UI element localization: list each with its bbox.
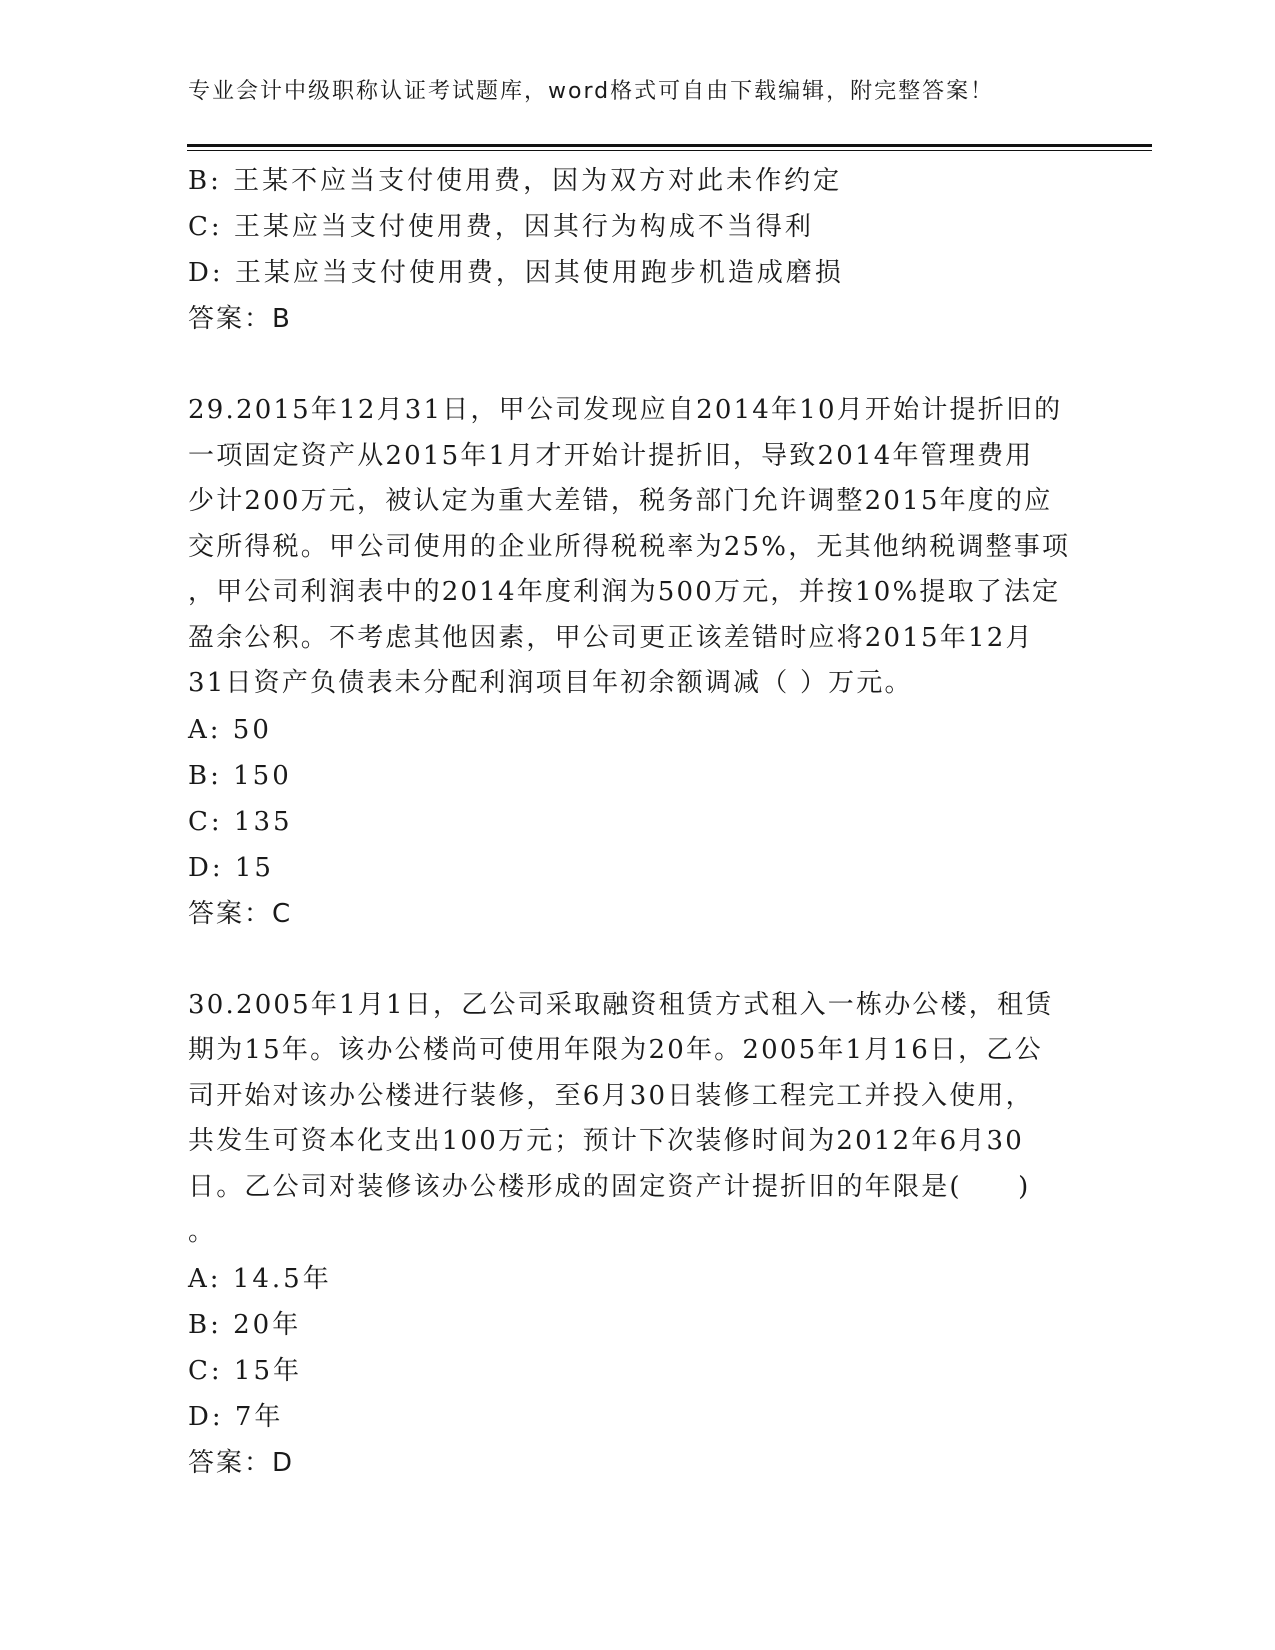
question-stem-line: 少计200万元，被认定为重大差错，税务部门允许调整2015年度的应 — [188, 486, 1053, 516]
option-b: B: 20年 — [188, 1309, 302, 1340]
question-stem-line: 期为15年。该办公楼尚可使用年限为20年。2005年1月16日，乙公 — [188, 1035, 1043, 1065]
option-c: C: 王某应当支付使用费，因其行为构成不当得利 — [188, 212, 814, 242]
question-stem-line: 盈余公积。不考虑其他因素，甲公司更正该差错时应将2015年12月 — [188, 622, 1034, 653]
question-content — [188, 158, 1088, 1486]
question-stem-line: 交所得税。甲公司使用的企业所得税税率为25%，无其他纳税调整事项 — [188, 531, 1071, 562]
question-30 — [188, 983, 1088, 1486]
answer-line: 答案：C — [188, 898, 293, 929]
answer-line: 答案：B — [188, 304, 292, 334]
question-29 — [188, 388, 1088, 937]
spacer — [188, 937, 1088, 983]
question-stem-line: 31日资产负债表未分配利润项目年初余额调减（ ）万元。 — [188, 668, 913, 698]
option-d: D: 7年 — [188, 1401, 284, 1432]
option-a: A: 50 — [188, 714, 272, 745]
question-stem-line: 共发生可资本化支出100万元；预计下次装修时间为2012年6月30 — [188, 1126, 1025, 1156]
header-rule-thin — [187, 150, 1152, 151]
question-stem-line: 日。乙公司对装修该办公楼形成的固定资产计提折旧的年限是( ) — [188, 1171, 1031, 1202]
question-stem-line: 。 — [188, 1217, 217, 1247]
option-a: A: 14.5年 — [188, 1263, 332, 1294]
option-d: D: 王某应当支付使用费，因其使用跑步机造成磨损 — [188, 258, 844, 288]
option-c: C: 135 — [188, 806, 293, 837]
question-stem-line: ，甲公司利润表中的2014年度利润为500万元，并按10%提取了法定 — [188, 577, 1061, 607]
option-d: D: 15 — [188, 852, 274, 883]
question-28-tail — [188, 158, 1088, 342]
option-b: B: 150 — [188, 760, 292, 791]
question-stem-line: 司开始对该办公楼进行装修，至6月30日装修工程完工并投入使用， — [188, 1080, 1034, 1111]
spacer — [188, 342, 1088, 388]
question-stem-line: 30.2005年1月1日，乙公司采取融资租赁方式租入一栋办公楼，租赁 — [188, 989, 1054, 1020]
question-stem-line: 29.2015年12月31日，甲公司发现应自2014年10月开始计提折旧的 — [188, 395, 1063, 425]
answer-line: 答案：D — [188, 1447, 295, 1478]
option-c: C: 15年 — [188, 1355, 303, 1386]
header-rule-thick — [187, 144, 1152, 147]
page-header: 专业会计中级职称认证考试题库，word格式可自由下载编辑，附完整答案！ — [188, 79, 995, 104]
option-b: B: 王某不应当支付使用费，因为双方对此未作约定 — [188, 166, 843, 196]
question-stem-line: 一项固定资产从2015年1月才开始计提折旧，导致2014年管理费用 — [188, 440, 1034, 471]
